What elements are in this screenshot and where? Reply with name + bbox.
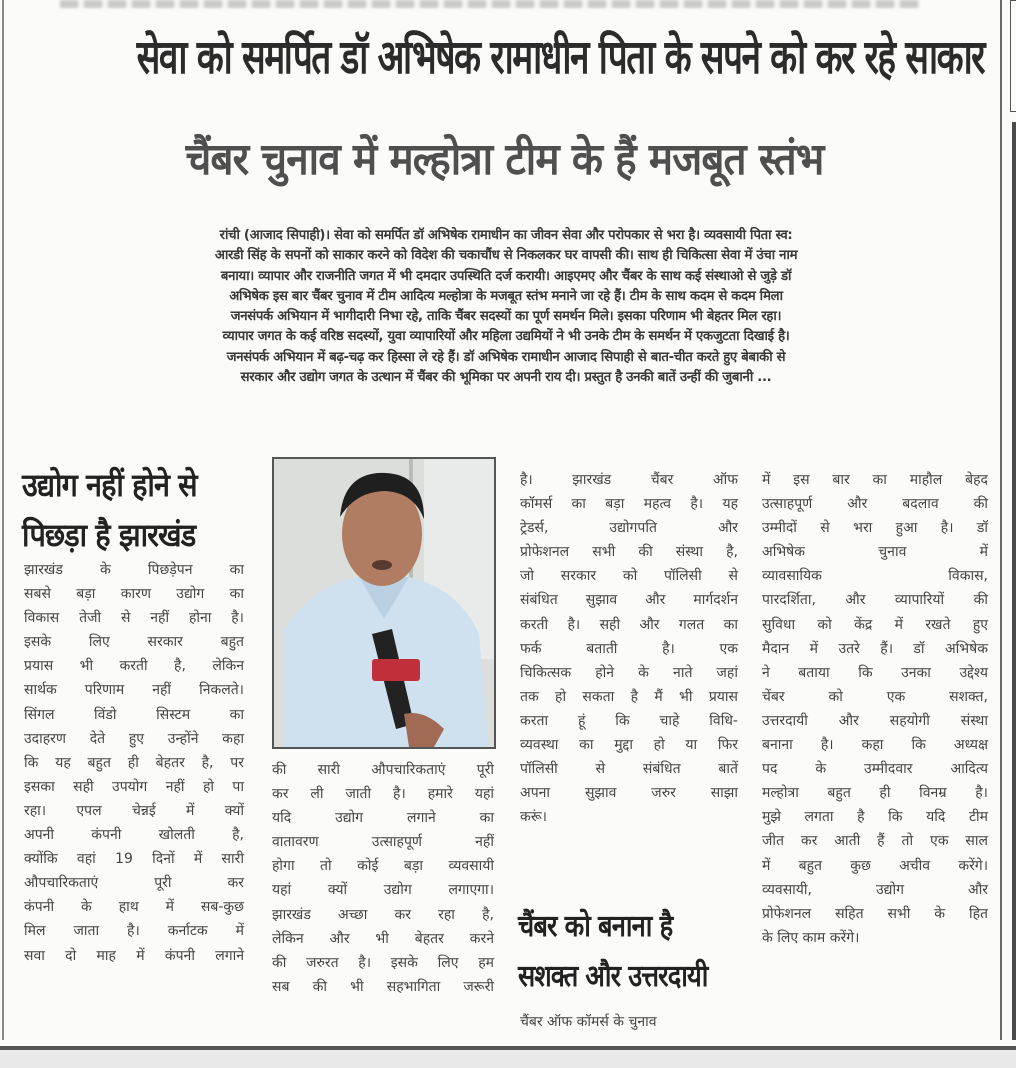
column-line: व्यवस्था का मुद्दा हो या फिर [520,737,738,754]
column-line: ट्रेडर्स, उद्योगपति और [520,520,738,537]
column-line: पद के उम्मीदवार आदित्य [762,761,988,778]
intro-line: जनसंपर्क अभियान में बढ़-चढ़ कर हिस्सा ले रहे हैं। डॉ अभिषेक रामाधीन आजाद सिपाही से बात-चीत करते हुए बेबाकी से [226,349,786,365]
right-column-rule [1000,0,1002,1040]
column-line: के लिए काम करेंगे। [762,929,860,946]
column-line: व्यवसायी, उद्योग और [762,881,988,898]
column-line: करूं। [520,809,547,826]
column-line: में बहुत कुछ अचीव करेंगे। [762,857,988,874]
section-heading-industry [22,460,197,560]
column-line: की जरुरत है। इसके लिए हम [272,954,494,971]
column-line: होगा तो कोई बड़ा व्यवसायी [272,858,494,875]
column-line: कि यह बहुत ही बेहतर है, पर [24,754,244,771]
column-line: पारदर्शिता, और व्यापारियों की [762,592,988,609]
column-line: औपचारिकताएं पूरी कर [24,875,244,892]
column-line: उम्मीदों से भरा हुआ है। डॉ [762,520,988,537]
column-line: सुविधा को केंद्र में रखते हुए [762,616,988,633]
column-line: करता हूं कि चाहे विधि- [520,712,738,729]
column-line: तक हो सकता है मैं भी प्रयास [520,688,738,705]
column-line: चिकित्सक होने के नाते जहां [520,664,738,681]
interview-photo [272,457,496,749]
column-line: प्रोफेशनल सहित सभी के हित [762,905,988,922]
column-line: फर्क बताती है। एक [520,640,738,657]
column-line: पॉलिसी से संबंधित बातें [520,761,738,778]
section-heading-line: पिछड़ा है झारखंड [22,516,196,554]
column-line: सबसे बड़ा कारण उद्योग का [24,586,244,603]
intro-line: रांची (आजाद सिपाही)। सेवा को समर्पित डॉ अभिषेक रामाधीन का जीवन सेवा और परोपकार से भरा है। व्यवसायी पिता स्व: [219,228,793,243]
column-line: इसका सही उपयोग नहीं हो पा [24,778,244,795]
intro-line: सरकार और उद्योग जगत के उत्थान में चैंबर की भूमिका पर अपनी राय दी। प्रस्तुत है उनकी बातें उन्हीं की जुबानी ... [240,370,772,386]
section-heading-line: चैंबर को बनाना है [518,909,673,944]
column-line: उदाहरण देते हुए उन्होंने कहा [24,730,244,747]
column-3-continued [520,1010,738,1034]
column-line: सब की भी सहभागिता जरूरी [272,978,494,995]
column-line: वातावरण उत्साहपूर्ण नहीं [272,834,494,851]
cut-off-text-strip [60,0,920,8]
column-4 [762,468,988,950]
column-line: यहां क्यों उद्योग लगाएगा। [272,882,494,899]
column-line: है। झारखंड चैंबर ऑफ [520,472,738,488]
column-3 [520,468,738,829]
intro-line: व्यापार जगत के कई वरिष्ठ सदस्यों, युवा व्यापारियों और महिला उद्यमियों ने भी उनके टीम के समर्थन में एकजुटता दिखाई है। [222,329,790,345]
column-line: मिल जाता है। कर्नाटक में [24,923,244,940]
column-line: रहा। एपल चेन्नई में क्यों [24,802,244,819]
column-line: जो सरकार को पॉलिसी से [520,568,738,585]
column-line: झारखंड अच्छा कर रहा है, [272,906,494,923]
section-heading-line: सशक्त और उत्तरदायी [518,959,708,994]
intro-line: जनसंपर्क अभियान में भागीदारी निभा रहे, ताकि चैंबर सदस्यों का पूर्ण समर्थन मिले। इसका परिणाम भी बेहतर मिल रहा। [230,309,782,325]
column-line: मल्होत्रा बहुत ही विनम्र है। [762,785,988,802]
column-line: कंपनी के हाथ में सब-कुछ [24,899,244,916]
intro-line: बनाया। व्यापार और राजनीति जगत में भी दमदार उपस्थिति दर्ज करायी। आइएमए और चैंबर के साथ कई संस्थाओ से जुड़े डॉ [220,268,792,284]
headline: सेवा को समर्पित डॉ अभिषेक रामाधीन पिता के सपने को कर रहे साकार [136,30,985,85]
column-line: सिंगल विंडो सिस्टम का [24,706,244,723]
column-line: अपना सुझाव जरुर साझा [520,785,738,802]
column-line: व्यावसायिक विकास, [762,568,988,585]
column-line: उत्तरदायी और सहयोगी संस्था [762,712,988,729]
column-2 [272,758,494,999]
column-line: सवा दो माह में कंपनी लगाने [24,947,244,964]
column-line: प्रयास भी करती है, लेकिन [24,658,244,675]
column-line: सार्थक परिणाम नहीं निकलते। [24,682,244,699]
column-line: इसके लिए सरकार बहुत [24,634,244,651]
left-column-rule [2,0,4,1040]
column-line: चेंबर को एक सशक्त, [762,688,988,705]
intro-line: आरडी सिंह के सपनों को साकार करने को विदेश की चकाचौंध से निकलकर घर वापसी की। साथ ही चिकित्सा सेवा में उंचा नाम [214,248,798,264]
section-heading-chamber [518,902,708,1002]
column-line: ने बताया कि उनका उद्देश्य [762,664,988,681]
subheadline: चैंबर चुनाव में मल्होत्रा टीम के हैं मजबूत स्तंभ [185,134,824,185]
column-line: प्रोफेशनल सभी की संस्था है, [520,544,738,561]
column-line: लेकिन और भी बेहतर करने [272,930,494,947]
intro-paragraph [20,226,992,388]
column-line: मैदान में उतरे हैं। डॉ अभिषेक [762,640,988,657]
interview-photo-icon [274,459,494,747]
page-bottom-margin [0,1050,1016,1068]
column-line: अभिषेक चुनाव में [762,544,988,561]
adjacent-article-box [1010,0,1016,112]
column-line: झारखंड के पिछड़ेपन का [24,562,244,578]
column-line: चैंबर ऑफ कॉमर्स के चुनाव [520,1014,657,1030]
column-line: संबंधित सुझाव और मार्गदर्शन [520,592,738,609]
column-line: जीत कर आती हैं तो एक साल [762,833,988,850]
adjacent-article-edge [1012,122,1016,1040]
column-line: कॉमर्स का बड़ा महत्व है। यह [520,496,738,513]
column-line: विकास तेजी से नहीं होना है। [24,610,244,627]
column-line: बनाना है। कहा कि अध्यक्ष [762,737,988,754]
column-1 [24,558,244,968]
column-line: यदि उद्योग लगाने का [272,810,494,827]
intro-line: अभिषेक इस बार चैंबर चुनाव में टीम आदित्य मल्होत्रा के मजबूत स्तंभ मनाने जा रहे हैं। टीम के साथ कदम से कदम मिला [229,288,783,304]
column-line: उत्साहपूर्ण और बदलाव की [762,496,988,513]
column-line: में इस बार का माहौल बेहद [762,472,988,488]
column-line: मुझे लगता है कि यदि टीम [762,809,988,826]
column-line: अपनी कंपनी खोलती है, [24,827,244,844]
column-line: करती है। सही और गलत का [520,616,738,633]
column-line: कर ली जाती है। हमारे यहां [272,786,494,803]
section-heading-line: उद्योग नहीं होने से [22,466,197,504]
column-line: क्योंकि वहां 19 दिनों में सारी [24,851,244,868]
column-line: की सारी औपचारिकताएं पूरी [272,762,494,778]
